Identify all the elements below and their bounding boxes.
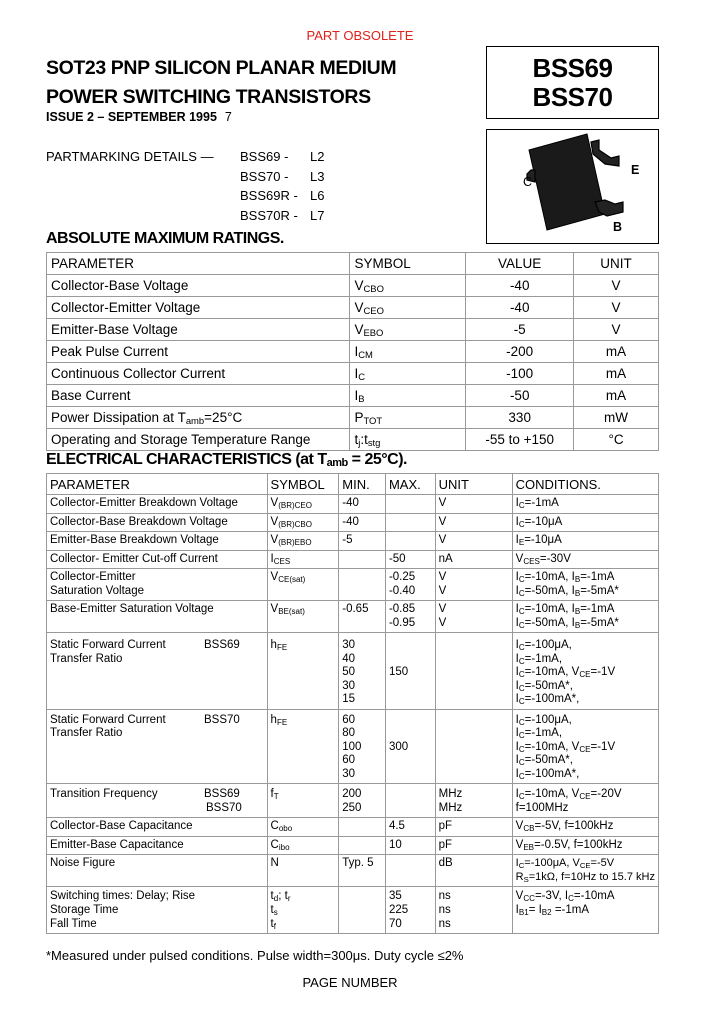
rating-symbol: $I_C$ bbox=[350, 363, 466, 385]
rating-value: -50 bbox=[466, 385, 574, 407]
table-row bbox=[47, 709, 659, 784]
rating-unit: °C bbox=[574, 429, 659, 451]
ec-min: -40 bbox=[339, 513, 386, 532]
header-max: MAX. bbox=[385, 474, 435, 495]
issue-line bbox=[46, 110, 232, 124]
table-row bbox=[47, 887, 659, 934]
ec-unit: V bbox=[435, 513, 512, 532]
ec-min bbox=[339, 550, 386, 569]
rating-unit: mW bbox=[574, 407, 659, 429]
ec-conditions: $I_C=-10mA$, $V_{CE}=-20V$ f=100MHz bbox=[512, 784, 658, 818]
rating-symbol: $V_{CBO}$ bbox=[350, 275, 466, 297]
partmarking-list bbox=[240, 147, 350, 225]
sot23-package-icon bbox=[487, 130, 657, 242]
rating-unit: mA bbox=[574, 363, 659, 385]
ec-unit bbox=[435, 633, 512, 710]
ec-min: -0.65 bbox=[339, 601, 386, 633]
rating-value: 330 bbox=[466, 407, 574, 429]
ec-parameter: Collector-Emitter Saturation Voltage bbox=[47, 569, 268, 601]
ec-symbol: $h_{FE}$ bbox=[267, 633, 339, 710]
header-symbol: SYMBOL bbox=[267, 474, 339, 495]
page-number: PAGE NUMBER bbox=[302, 975, 398, 990]
ec-unit: V bbox=[435, 532, 512, 551]
rating-symbol: $I_B$ bbox=[350, 385, 466, 407]
absolute-maximum-ratings-title: ABSOLUTE MAXIMUM RATINGS. bbox=[46, 230, 284, 247]
header-conditions: CONDITIONS. bbox=[512, 474, 658, 495]
table-row bbox=[47, 275, 659, 297]
ec-unit: V V bbox=[435, 601, 512, 633]
ec-max bbox=[385, 532, 435, 551]
part-number-2: BSS70 bbox=[532, 82, 613, 112]
part-number-1: BSS69 bbox=[532, 53, 613, 83]
rating-symbol: $V_{CEO}$ bbox=[350, 297, 466, 319]
ec-max: 35 225 70 bbox=[385, 887, 435, 934]
rating-parameter: Continuous Collector Current bbox=[47, 363, 350, 385]
table-row bbox=[47, 341, 659, 363]
pulsed-conditions-footnote: *Measured under pulsed conditions. Pulse width=300μs. Duty cycle ≤2% bbox=[46, 948, 464, 963]
partmarking-row: BSS69 - L2 bbox=[240, 149, 325, 164]
partmarking-row: BSS69R - L6 bbox=[240, 188, 325, 203]
ec-min bbox=[339, 836, 386, 855]
table-row bbox=[47, 319, 659, 341]
table-header-row bbox=[47, 253, 659, 275]
ec-max bbox=[385, 784, 435, 818]
ec-conditions: $I_C=-100\mu A$, $I_C=-1mA$, $I_C=-10mA$, $V_{CE}=-1V$ $I_C=-50mA*$, $I_C=-100mA*$, bbox=[512, 633, 658, 710]
table-row bbox=[47, 784, 659, 818]
rating-value: -5 bbox=[466, 319, 574, 341]
ec-min: -5 bbox=[339, 532, 386, 551]
rating-symbol: $I_{CM}$ bbox=[350, 341, 466, 363]
rating-value: -40 bbox=[466, 275, 574, 297]
ec-min bbox=[339, 818, 386, 837]
table-row bbox=[47, 601, 659, 633]
ec-symbol: $t_d$; $t_r$ $t_s$ $t_f$ bbox=[267, 887, 339, 934]
ec-unit: pF bbox=[435, 836, 512, 855]
header-unit: UNIT bbox=[435, 474, 512, 495]
ec-parameter: Static Forward Current BSS69 Transfer Ratio bbox=[47, 633, 268, 710]
ec-conditions: $V_{CB}=-5V$, f=100kHz bbox=[512, 818, 658, 837]
ec-symbol: $I_{CES}$ bbox=[267, 550, 339, 569]
rating-value: -40 bbox=[466, 297, 574, 319]
ec-unit: V V bbox=[435, 569, 512, 601]
ec-min bbox=[339, 887, 386, 934]
ec-parameter: Transition Frequency BSS69 BSS70 bbox=[47, 784, 268, 818]
ec-max: -0.25 -0.40 bbox=[385, 569, 435, 601]
ec-parameter: Collector- Emitter Cut-off Current bbox=[47, 550, 268, 569]
rating-unit: V bbox=[574, 319, 659, 341]
table-row bbox=[47, 569, 659, 601]
table-row bbox=[47, 429, 659, 451]
absolute-maximum-ratings-table bbox=[46, 252, 659, 451]
table-row bbox=[47, 532, 659, 551]
ec-symbol: $V_{(BR)CEO}$ bbox=[267, 495, 339, 514]
ec-unit: MHz MHz bbox=[435, 784, 512, 818]
ec-max bbox=[385, 513, 435, 532]
ec-conditions: $I_C=-1mA$ bbox=[512, 495, 658, 514]
ec-min: 200 250 bbox=[339, 784, 386, 818]
rating-parameter: Collector-Emitter Voltage bbox=[47, 297, 350, 319]
table-row bbox=[47, 513, 659, 532]
ec-unit: nA bbox=[435, 550, 512, 569]
table-row bbox=[47, 297, 659, 319]
header-min: MIN. bbox=[339, 474, 386, 495]
ec-parameter: Static Forward Current BSS70 Transfer Ratio bbox=[47, 709, 268, 784]
ec-symbol: $V_{(BR)EBO}$ bbox=[267, 532, 339, 551]
document-title bbox=[46, 54, 396, 112]
ec-min: 30 40 50 30 15 bbox=[339, 633, 386, 710]
electrical-characteristics-title: ELECTRICAL CHARACTERISTICS (at $T_{amb} = 25^\circ C$). bbox=[46, 451, 407, 469]
ec-unit: ns ns ns bbox=[435, 887, 512, 934]
table-header-row bbox=[47, 474, 659, 495]
header-symbol: SYMBOL bbox=[350, 253, 466, 275]
ec-conditions: $V_{CES}=-30V$ bbox=[512, 550, 658, 569]
ec-conditions: $I_C=-100\mu A$, $I_C=-1mA$, $I_C=-10mA$, $V_{CE}=-1V$ $I_C=-50mA*$, $I_C=-100mA*$, bbox=[512, 709, 658, 784]
ec-conditions: $I_C=-10mA$, $I_B=-1mA$ $I_C=-50mA$, $I_B=-5mA*$ bbox=[512, 569, 658, 601]
ec-symbol: $h_{FE}$ bbox=[267, 709, 339, 784]
rating-parameter: Collector-Base Voltage bbox=[47, 275, 350, 297]
rating-value: -100 bbox=[466, 363, 574, 385]
ec-conditions: $I_C=-10mA$, $I_B=-1mA$ $I_C=-50mA$, $I_B=-5mA*$ bbox=[512, 601, 658, 633]
rating-parameter: Operating and Storage Temperature Range bbox=[47, 429, 350, 451]
rating-symbol: $V_{EBO}$ bbox=[350, 319, 466, 341]
ec-min: Typ. 5 bbox=[339, 855, 386, 887]
ec-max: 300 bbox=[385, 709, 435, 784]
header-value: VALUE bbox=[466, 253, 574, 275]
ec-unit: V bbox=[435, 495, 512, 514]
rating-unit: V bbox=[574, 275, 659, 297]
table-row bbox=[47, 855, 659, 887]
table-row bbox=[47, 407, 659, 429]
ec-conditions: $I_E=-10\mu A$ bbox=[512, 532, 658, 551]
rating-parameter: Power Dissipation at $T_{amb}=25^\circ C$ bbox=[47, 407, 350, 429]
header-parameter: PARAMETER bbox=[47, 474, 268, 495]
table-row bbox=[47, 818, 659, 837]
ec-max: 150 bbox=[385, 633, 435, 710]
issue-text: ISSUE 2 – SEPTEMBER 1995 bbox=[46, 110, 217, 124]
pin-label-base: B bbox=[613, 220, 623, 234]
ec-unit: dB bbox=[435, 855, 512, 887]
ec-min: 60 80 100 60 30 bbox=[339, 709, 386, 784]
ec-symbol: $C_{ibo}$ bbox=[267, 836, 339, 855]
rating-parameter: Peak Pulse Current bbox=[47, 341, 350, 363]
issue-mark: 7 bbox=[224, 110, 232, 124]
ec-parameter: Switching times: Delay; Rise Storage Time Fall Time bbox=[47, 887, 268, 934]
table-row bbox=[47, 495, 659, 514]
title-line-2: POWER SWITCHING TRANSISTORS bbox=[46, 86, 371, 108]
table-row bbox=[47, 633, 659, 710]
rating-unit: mA bbox=[574, 341, 659, 363]
ec-unit: pF bbox=[435, 818, 512, 837]
rating-symbol: $t_j:t_{stg}$ bbox=[350, 429, 466, 451]
table-row bbox=[47, 363, 659, 385]
ec-parameter: Base-Emitter Saturation Voltage bbox=[47, 601, 268, 633]
title-line-1: SOT23 PNP SILICON PLANAR MEDIUM bbox=[46, 57, 397, 79]
ec-max: 10 bbox=[385, 836, 435, 855]
rating-value: -55 to +150 bbox=[466, 429, 574, 451]
sot23-package-box bbox=[486, 129, 659, 244]
pin-label-collector: C bbox=[523, 175, 533, 189]
ec-parameter: Emitter-Base Breakdown Voltage bbox=[47, 532, 268, 551]
ec-conditions: $I_C=-10\mu A$ bbox=[512, 513, 658, 532]
ec-parameter: Collector-Emitter Breakdown Voltage bbox=[47, 495, 268, 514]
ec-min: -40 bbox=[339, 495, 386, 514]
ec-max bbox=[385, 855, 435, 887]
ec-unit bbox=[435, 709, 512, 784]
partmarking-row: BSS70 - L3 bbox=[240, 168, 325, 184]
rating-unit: V bbox=[574, 297, 659, 319]
ec-symbol: $V_{BE(sat)}$ bbox=[267, 601, 339, 633]
table-row bbox=[47, 385, 659, 407]
header-parameter: PARAMETER bbox=[47, 253, 350, 275]
ec-parameter: Collector-Base Breakdown Voltage bbox=[47, 513, 268, 532]
ec-symbol: $f_T$ bbox=[267, 784, 339, 818]
ec-symbol: $V_{(BR)CBO}$ bbox=[267, 513, 339, 532]
rating-parameter: Emitter-Base Voltage bbox=[47, 319, 350, 341]
ec-conditions: $V_{CC}=-3V$, $I_C=-10mA$ $I_{B1}= I_{B2} =-1mA$ bbox=[512, 887, 658, 934]
ec-min bbox=[339, 569, 386, 601]
rating-value: -200 bbox=[466, 341, 574, 363]
ec-conditions: $V_{EB}=-0.5V$, f=100kHz bbox=[512, 836, 658, 855]
ec-parameter: Emitter-Base Capacitance bbox=[47, 836, 268, 855]
ec-max: -0.85 -0.95 bbox=[385, 601, 435, 633]
ec-symbol: $C_{obo}$ bbox=[267, 818, 339, 837]
ec-conditions: $I_C=-100\mu A$, $V_{CE}=-5V$ $R_S=1k\Omega$, f=10Hz to 15.7 kHz bbox=[512, 855, 658, 887]
rating-symbol: $P_{TOT}$ bbox=[350, 407, 466, 429]
part-number-box bbox=[486, 46, 659, 119]
ec-symbol: $V_{CE(sat)}$ bbox=[267, 569, 339, 601]
table-row bbox=[47, 550, 659, 569]
pin-label-emitter: E bbox=[631, 163, 640, 177]
rating-unit: mA bbox=[574, 385, 659, 407]
part-obsolete-notice: PART OBSOLETE bbox=[306, 28, 414, 43]
ec-max bbox=[385, 495, 435, 514]
ec-max: -50 bbox=[385, 550, 435, 569]
electrical-characteristics-table bbox=[46, 473, 659, 934]
ec-max: 4.5 bbox=[385, 818, 435, 837]
ec-parameter: Noise Figure bbox=[47, 855, 268, 887]
partmarking-row: BSS70R - L7 bbox=[240, 207, 325, 223]
rating-parameter: Base Current bbox=[47, 385, 350, 407]
table-row bbox=[47, 836, 659, 855]
partmarking-label: PARTMARKING DETAILS — bbox=[46, 149, 214, 164]
header-unit: UNIT bbox=[574, 253, 659, 275]
ec-parameter: Collector-Base Capacitance bbox=[47, 818, 268, 837]
ec-symbol: N bbox=[267, 855, 339, 887]
